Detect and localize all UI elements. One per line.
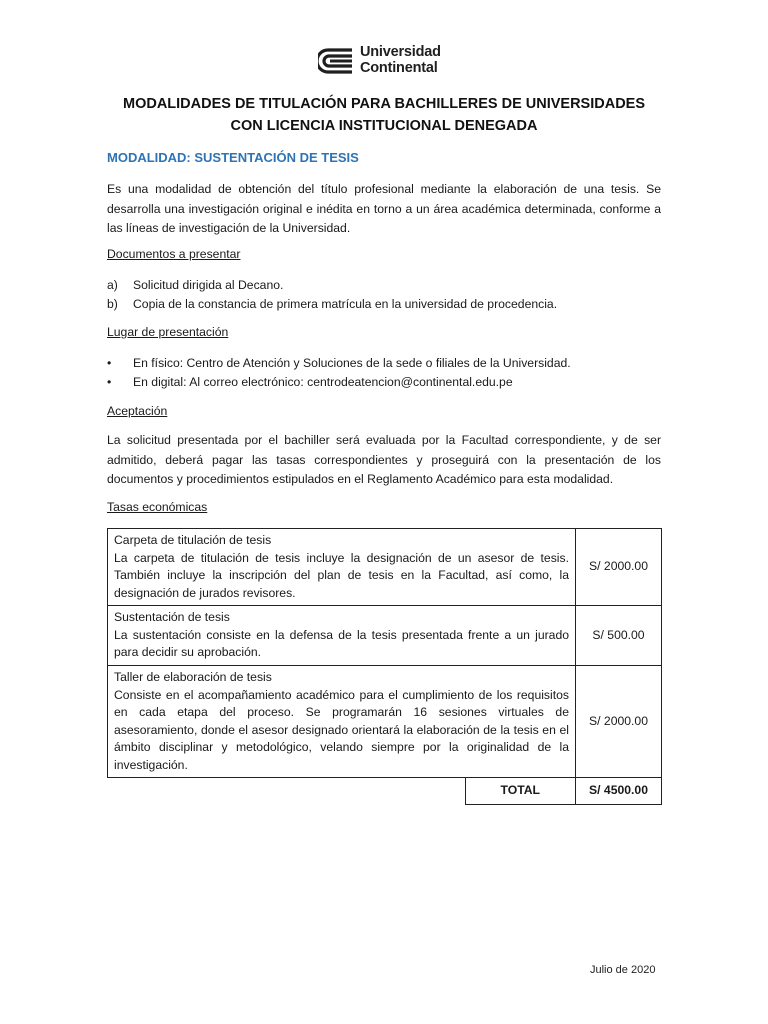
table-row bbox=[108, 666, 662, 778]
title-line-1: MODALIDADES DE TITULACIÓN PARA BACHILLERES DE UNIVERSIDADES bbox=[122, 96, 646, 112]
fee-price: S/ 2000.00 bbox=[576, 529, 662, 606]
documentos-heading: Documentos a presentar bbox=[107, 247, 241, 261]
fee-description-cell bbox=[108, 666, 576, 778]
total-value: S/ 4500.00 bbox=[576, 778, 662, 805]
fee-price: S/ 2000.00 bbox=[576, 666, 662, 778]
fee-description: La sustentación consiste en la defensa de la tesis presentada frente a un jurado para decidir su aprobación. bbox=[114, 627, 569, 660]
document-title bbox=[60, 93, 708, 137]
lugar-list bbox=[107, 354, 667, 392]
logo-line-2: Continental bbox=[360, 60, 438, 76]
fee-name: Carpeta de titulación de tesis bbox=[114, 533, 272, 547]
fee-description-cell bbox=[108, 529, 576, 606]
bullet-icon: • bbox=[107, 375, 112, 389]
fee-name: Taller de elaboración de tesis bbox=[114, 670, 272, 684]
tasas-heading: Tasas económicas bbox=[107, 500, 208, 514]
intro-paragraph: Es una modalidad de obtención del título profesional mediante la elaboración de una tesis. Se desarrolla una investigación original e inédita en torno a un área académica determinada, conforme a las líneas de investigación de la Universidad. bbox=[107, 182, 661, 235]
total-label: TOTAL bbox=[465, 778, 576, 805]
modalidad-heading: MODALIDAD: SUSTENTACIÓN DE TESIS bbox=[107, 150, 359, 165]
list-item: • En físico: Centro de Atención y Soluciones de la sede o filiales de la Universidad. bbox=[107, 354, 667, 373]
list-item: a) Solicitud dirigida al Decano. bbox=[107, 278, 284, 292]
table-row bbox=[108, 606, 662, 666]
aceptacion-heading: Aceptación bbox=[107, 404, 168, 418]
continental-logo-icon bbox=[318, 46, 354, 76]
aceptacion-paragraph: La solicitud presentada por el bachiller será evaluada por la Facultad correspondiente, y de ser admitido, deberá pagar las tasas correspondientes y proseguirá con la presentación de los documentos y procedimientos estipulados en el Reglamento Académico para esta modalidad. bbox=[107, 433, 661, 486]
logo-line-1: Universidad bbox=[360, 44, 441, 60]
fees-table bbox=[107, 528, 662, 805]
footer-date: Julio de 2020 bbox=[590, 964, 656, 976]
total-spacer bbox=[108, 778, 466, 805]
university-logo bbox=[318, 44, 450, 80]
table-row bbox=[108, 529, 662, 606]
lugar-heading: Lugar de presentación bbox=[107, 325, 229, 339]
fee-price: S/ 500.00 bbox=[576, 606, 662, 666]
list-item: • En digital: Al correo electrónico: centrodeatencion@continental.edu.pe bbox=[107, 373, 667, 392]
list-item: b) Copia de la constancia de primera matrícula en la universidad de procedencia. bbox=[107, 297, 558, 311]
title-line-2: CON LICENCIA INSTITUCIONAL DENEGADA bbox=[230, 118, 538, 134]
fee-description-cell bbox=[108, 606, 576, 666]
documentos-list bbox=[107, 276, 667, 314]
total-row bbox=[108, 778, 662, 805]
fee-name: Sustentación de tesis bbox=[114, 610, 230, 625]
fee-description: La carpeta de titulación de tesis incluye la designación de un asesor de tesis. También incluye la inscripción del plan de tesis en la Facultad, así como, la designación de jurados revisores. bbox=[114, 550, 569, 600]
fee-description: Consiste en el acompañamiento académico para el cumplimiento de los requisitos en cada etapa del proceso. Se programarán 16 sesiones virtuales de asesoramiento, donde el asesor designado orientará la elaboración de la tesis en el ámbito disciplinar y metodológico, velando siempre por la originalidad de la investigación. bbox=[114, 687, 569, 772]
bullet-icon: • bbox=[107, 356, 112, 370]
